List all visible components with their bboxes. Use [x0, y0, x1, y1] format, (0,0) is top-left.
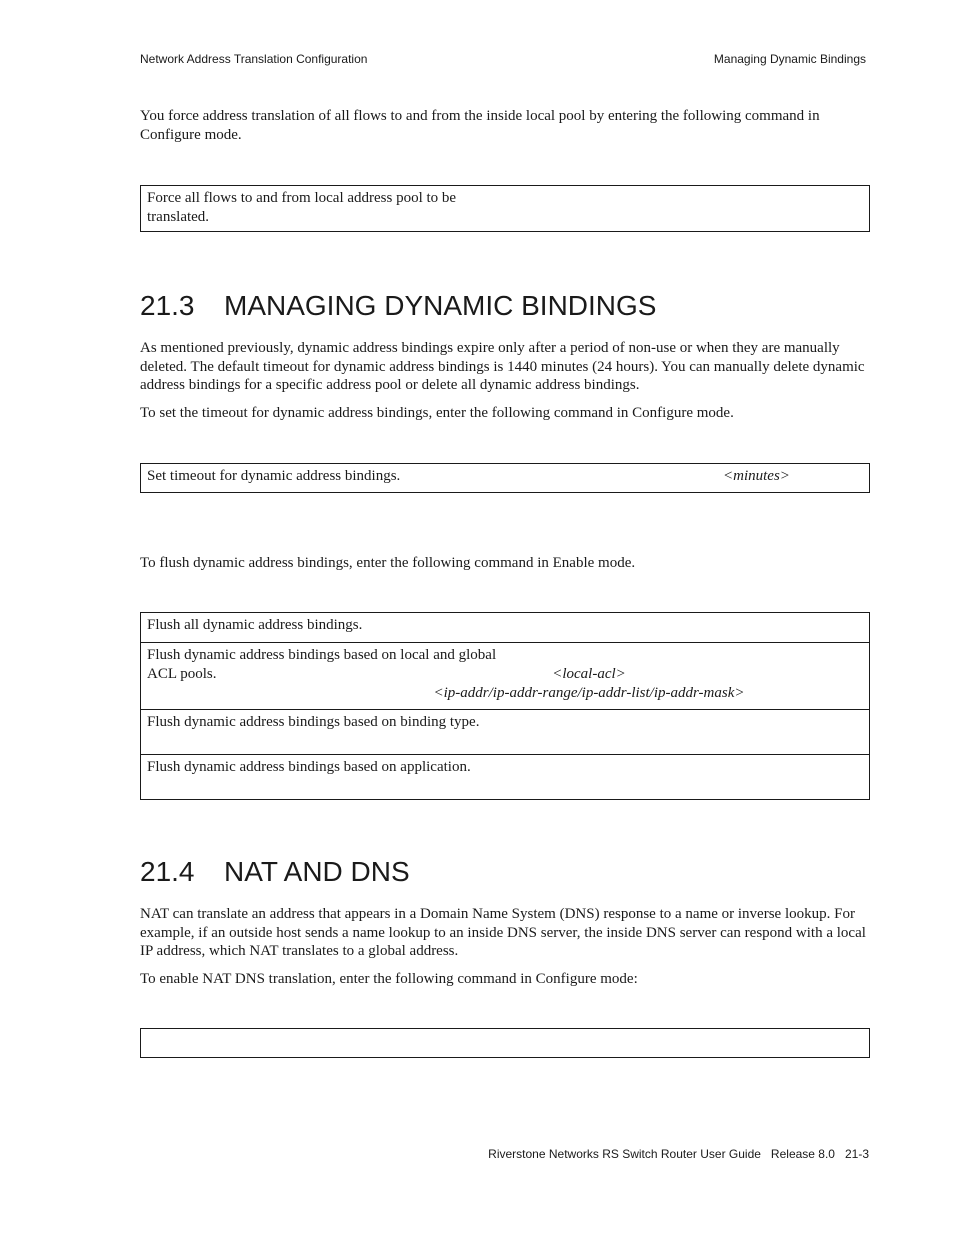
command-syntax: <minutes>: [723, 468, 790, 484]
running-header-right: Managing Dynamic Bindings: [713, 52, 866, 66]
command-description: Flush dynamic address bindings based on application.: [141, 755, 510, 800]
section-title: NAT AND DNS: [224, 856, 410, 887]
command-syntax-line: <ip-addr/ip-addr-range/ip-addr-list/ip-addr-mask>: [433, 684, 745, 701]
running-footer: Riverstone Networks RS Switch Router User Guide Release 8.0 21-3: [488, 1147, 869, 1161]
force-translation-command-table: [140, 185, 870, 232]
section-number: 21.3: [140, 290, 195, 321]
section-heading-21-4: [140, 856, 410, 888]
command-syntax: [509, 613, 870, 643]
flush-command-table: [140, 612, 870, 800]
nat-dns-paragraph-2: To enable NAT DNS translation, enter the following command in Configure mode:: [140, 971, 638, 987]
command-syntax: [509, 710, 870, 755]
timeout-command-table: [140, 463, 870, 493]
section-title: MANAGING DYNAMIC BINDINGS: [224, 290, 657, 321]
command-description: Flush dynamic address bindings based on binding type.: [141, 710, 510, 755]
command-syntax-cell: [433, 643, 870, 710]
table-row: [141, 643, 870, 710]
command-description: Flush dynamic address bindings based on local and global ACL pools.: [141, 643, 510, 710]
intro-paragraph: You force address translation of all flows to and from the inside local pool by entering the following command in Configure mode.: [140, 108, 820, 143]
bindings-paragraph-3: To flush dynamic address bindings, enter the following command in Enable mode.: [140, 555, 636, 571]
table-row: [141, 755, 870, 800]
running-header-left: Network Address Translation Configuration: [140, 52, 368, 66]
command-description: Flush all dynamic address bindings.: [141, 613, 510, 643]
command-syntax-cell: [503, 464, 870, 493]
command-syntax-line: <local-acl>: [552, 666, 626, 682]
table-row: [141, 1029, 870, 1058]
dns-command-table: [140, 1028, 870, 1058]
table-row: [141, 464, 870, 493]
command-description: Set timeout for dynamic address bindings.: [141, 464, 504, 493]
table-row: [141, 186, 870, 232]
bindings-paragraph-1: As mentioned previously, dynamic address bindings expire only after a period of non-use or when they are manually deleted. The default timeout for dynamic address bindings is 1440 minutes (24 hours). You can manually delete dynamic address bindings for a specific address pool or delete all dynamic address bindings.: [140, 340, 865, 394]
command-description: [141, 1029, 504, 1058]
section-number: 21.4: [140, 856, 195, 887]
command-syntax: [509, 755, 870, 800]
command-description: Force all flows to and from local address pool to be translated.: [141, 186, 508, 232]
nat-dns-paragraph-1: NAT can translate an address that appears in a Domain Name System (DNS) response to a name or inverse lookup. For example, if an outside host sends a name lookup to an inside DNS server, the inside DNS server can respond with a local IP address, which NAT translates to a global address.: [140, 906, 866, 960]
command-syntax: [507, 186, 870, 232]
command-syntax: [503, 1029, 870, 1058]
table-row: [141, 613, 870, 643]
table-row: [141, 710, 870, 755]
bindings-paragraph-2: To set the timeout for dynamic address bindings, enter the following command in Configure mode.: [140, 405, 734, 421]
section-heading-21-3: [140, 290, 656, 322]
